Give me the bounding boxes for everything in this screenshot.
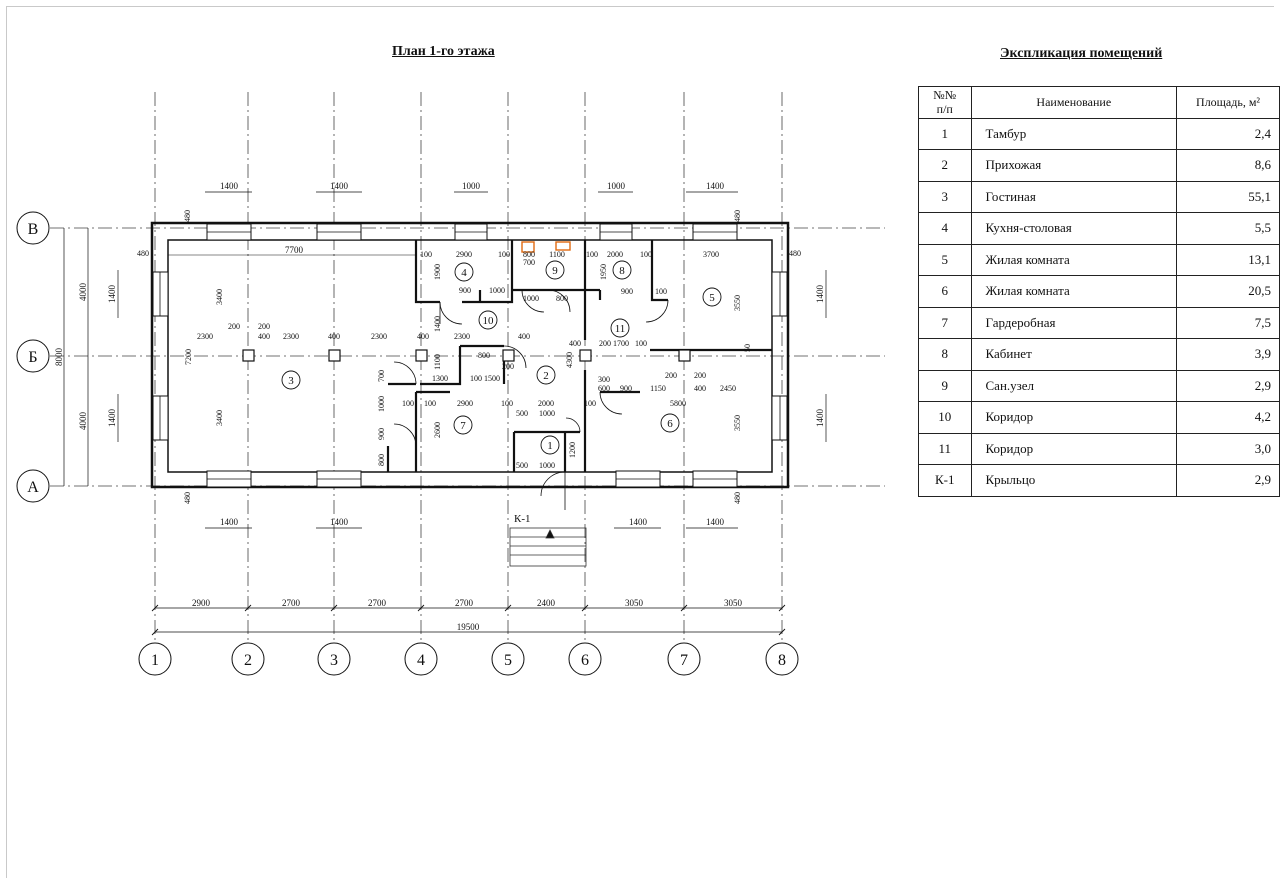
row-name: Тамбур: [971, 118, 1177, 150]
row-name: Гостиная: [971, 181, 1177, 213]
row-name: Гардеробная: [971, 307, 1177, 339]
dim-500-b: 500: [516, 461, 528, 470]
dim-100-c: 100: [586, 250, 598, 259]
table-row: [919, 118, 1280, 150]
row-area: 2,9: [1177, 465, 1280, 497]
room-marker-2: 2: [543, 370, 549, 382]
row-name: Коридор: [971, 433, 1177, 465]
dim-100-e: 100: [655, 287, 667, 296]
row-num: 3: [919, 181, 972, 213]
row-num: 4: [919, 213, 972, 245]
table-row: [919, 150, 1280, 182]
row-span-a-b: 4000: [78, 412, 88, 430]
dim-500-a: 500: [516, 409, 528, 418]
dim-3550-a: 3550: [733, 295, 742, 311]
row-num: 11: [919, 433, 972, 465]
porch-label: К-1: [514, 513, 531, 525]
dim-2300-d: 2300: [454, 332, 470, 341]
dim-1200: 1200: [568, 442, 577, 458]
win-top-3: 1000: [462, 181, 480, 191]
explication-title: Экспликация помещений: [1000, 46, 1163, 61]
dim-100-g: 100: [402, 399, 414, 408]
dim-1000-d: 1000: [539, 461, 555, 470]
row-area: 2,9: [1177, 370, 1280, 402]
dim-50: 50: [743, 344, 752, 352]
table-row: [919, 307, 1280, 339]
row-num: 2: [919, 150, 972, 182]
axis-col-8: 8: [778, 652, 786, 669]
room-marker-1: 1: [547, 440, 553, 452]
dim-2450: 2450: [720, 384, 736, 393]
axis-row-b: Б: [28, 349, 38, 366]
span-2-3: 2700: [282, 598, 300, 608]
dim-2000-a: 2000: [607, 250, 623, 259]
dim-3400-b: 3400: [215, 410, 224, 426]
span-1-2: 2900: [192, 598, 210, 608]
row-name: Жилая комната: [971, 276, 1177, 308]
dim-1100-b: 1100: [433, 354, 442, 370]
dim-900-b: 900: [621, 287, 633, 296]
dim-1000-e: 1000: [377, 396, 386, 412]
dim-900-c: 900: [620, 384, 632, 393]
dim-2600: 2600: [433, 422, 442, 438]
dim-100-j: 100: [584, 399, 596, 408]
dim-800-b: 800: [556, 294, 568, 303]
explication-table: [918, 86, 1280, 497]
dim-2300-c: 2300: [371, 332, 387, 341]
win-bottom-4: 1400: [706, 517, 724, 527]
table-row: [919, 465, 1280, 497]
table-row: [919, 213, 1280, 245]
dim-700-a: 700: [523, 258, 535, 267]
wall-bottom-right: 480: [733, 492, 742, 504]
row-area: 5,5: [1177, 213, 1280, 245]
dim-2900-b: 2900: [457, 399, 473, 408]
span-5-6: 2400: [537, 598, 555, 608]
row-name: Коридор: [971, 402, 1177, 434]
column-span-dims: [192, 598, 743, 632]
total-height-dim: 8000: [54, 348, 64, 366]
axis-row-a: А: [27, 479, 39, 496]
row-area: 2,4: [1177, 118, 1280, 150]
row-span-b-v: 4000: [78, 283, 88, 301]
header-name: Наименование: [971, 87, 1177, 119]
row-num: 10: [919, 402, 972, 434]
row-num: К-1: [919, 465, 972, 497]
win-left-1: 1400: [107, 285, 117, 303]
row-num: 7: [919, 307, 972, 339]
header-area: Площадь, м²: [1177, 87, 1280, 119]
table-row: [919, 402, 1280, 434]
dim-100-i: 100: [501, 399, 513, 408]
dim-700-b: 700: [377, 370, 386, 382]
dim-5800: 5800: [670, 399, 686, 408]
dim-200-b: 200: [258, 322, 270, 331]
dim-4300: 4300: [565, 352, 574, 368]
room-marker-9: 9: [552, 265, 558, 277]
table-row: [919, 339, 1280, 371]
dim-2300-b: 2300: [283, 332, 299, 341]
dim-400-f: 400: [694, 384, 706, 393]
dim-200-c: 200: [502, 362, 514, 371]
table-row: [919, 276, 1280, 308]
axis-col-2: 2: [244, 652, 252, 669]
win-bottom-2: 1400: [330, 517, 348, 527]
room-marker-7: 7: [460, 420, 466, 432]
axis-row-v: В: [27, 221, 39, 238]
dim-900-a: 900: [459, 286, 471, 295]
dim-200-d: 200: [599, 339, 611, 348]
dim-2300-a: 2300: [197, 332, 213, 341]
axis-col-3: 3: [330, 652, 338, 669]
row-num: 9: [919, 370, 972, 402]
win-bottom-3: 1400: [629, 517, 647, 527]
win-top-2: 1400: [330, 181, 348, 191]
dim-1700: 1700: [613, 339, 629, 348]
room-marker-8: 8: [619, 265, 625, 277]
span-3-4: 2700: [368, 598, 386, 608]
columns: [243, 350, 690, 361]
row-area: 8,6: [1177, 150, 1280, 182]
porch-steps: [510, 528, 586, 566]
table-row: [919, 181, 1280, 213]
dim-1500: 1500: [484, 374, 500, 383]
axis-col-7: 7: [680, 652, 688, 669]
dim-3700: 3700: [703, 250, 719, 259]
wall-bottom-left: 480: [183, 492, 192, 504]
table-row: [919, 244, 1280, 276]
dim-100-h: 100: [424, 399, 436, 408]
row-area: 4,2: [1177, 402, 1280, 434]
row-num: 1: [919, 118, 972, 150]
row-area: 3,9: [1177, 339, 1280, 371]
row-name: Кухня-столовая: [971, 213, 1177, 245]
row-name: Прихожая: [971, 150, 1177, 182]
row-num: 8: [919, 339, 972, 371]
win-top-4: 1000: [607, 181, 625, 191]
win-top-1: 1400: [220, 181, 238, 191]
row-num: 6: [919, 276, 972, 308]
explication-header-row: [919, 87, 1280, 119]
span-4-5: 2700: [455, 598, 473, 608]
dim-1000-c: 1000: [539, 409, 555, 418]
dim-400-a: 400: [258, 332, 270, 341]
dim-800-c: 800: [478, 351, 490, 360]
wall-left-top: 480: [137, 249, 149, 258]
row-area: 20,5: [1177, 276, 1280, 308]
dim-400-b: 400: [328, 332, 340, 341]
wall-top-right: 480: [733, 210, 742, 222]
dim-100-d: 100: [640, 250, 652, 259]
dim-2000-b: 2000: [538, 399, 554, 408]
dim-900-d: 900: [377, 428, 386, 440]
wall-top-left: 480: [183, 210, 192, 222]
dim-400-d: 400: [518, 332, 530, 341]
room-marker-3: 3: [288, 375, 294, 387]
dim-2900-a: 2900: [456, 250, 472, 259]
total-width-dim: 19500: [456, 622, 480, 632]
room-marker-10: 10: [482, 315, 494, 327]
dim-3400-a: 3400: [215, 289, 224, 305]
room-marker-4: 4: [461, 267, 467, 279]
dim-400-c: 400: [417, 332, 429, 341]
dim-7700: 7700: [285, 245, 303, 255]
dim-1300: 1300: [432, 374, 448, 383]
dim-300: 300: [598, 375, 610, 384]
column-axis-markers: [139, 643, 798, 675]
dim-1100-a: 1100: [549, 250, 565, 259]
row-area: 7,5: [1177, 307, 1280, 339]
wall-right-top: 480: [789, 249, 801, 258]
row-name: Жилая комната: [971, 244, 1177, 276]
dim-400-e: 400: [569, 339, 581, 348]
axis-col-4: 4: [417, 652, 425, 669]
win-right-2: 1400: [815, 409, 825, 427]
dim-800-a: 800: [523, 250, 535, 259]
dim-1000-a: 1000: [489, 286, 505, 295]
span-7-8: 3050: [724, 598, 742, 608]
win-top-5: 1400: [706, 181, 724, 191]
row-num: 5: [919, 244, 972, 276]
room-marker-11: 11: [614, 323, 626, 335]
table-row: [919, 370, 1280, 402]
dim-200-a: 200: [228, 322, 240, 331]
dim-3550-b: 3550: [733, 415, 742, 431]
row-name: Сан.узел: [971, 370, 1177, 402]
row-axis-markers: [17, 212, 49, 502]
axis-col-6: 6: [581, 652, 589, 669]
dim-200-f: 200: [694, 371, 706, 380]
table-row: [919, 433, 1280, 465]
dim-1400-int: 1400: [433, 316, 442, 332]
dim-1150: 1150: [650, 384, 666, 393]
span-6-7: 3050: [625, 598, 643, 608]
row-name: Крыльцо: [971, 465, 1177, 497]
win-bottom-1: 1400: [220, 517, 238, 527]
header-num: №№ п/п: [919, 87, 972, 119]
axis-col-5: 5: [504, 652, 512, 669]
dim-1000-b: 1000: [523, 294, 539, 303]
dim-1900: 1900: [433, 264, 442, 280]
room-marker-5: 5: [709, 292, 715, 304]
row-name: Кабинет: [971, 339, 1177, 371]
row-area: 55,1: [1177, 181, 1280, 213]
dim-100-b: 100: [498, 250, 510, 259]
dim-100-k: 100: [635, 339, 647, 348]
win-left-2: 1400: [107, 409, 117, 427]
row-area: 13,1: [1177, 244, 1280, 276]
room-marker-6: 6: [667, 418, 673, 430]
dim-600-a: 600: [598, 384, 610, 393]
win-right-1: 1400: [815, 285, 825, 303]
dim-800-d: 800: [377, 454, 386, 466]
plan-title: План 1-го этажа: [392, 44, 495, 59]
dim-200-e: 200: [665, 371, 677, 380]
dim-100-f: 100: [470, 374, 482, 383]
axis-grid-lines: [50, 92, 885, 640]
dim-1950: 1950: [599, 264, 608, 280]
row-area: 3,0: [1177, 433, 1280, 465]
axis-col-1: 1: [151, 652, 159, 669]
dim-100-a: 100: [420, 250, 432, 259]
dim-7200: 7200: [184, 349, 193, 365]
